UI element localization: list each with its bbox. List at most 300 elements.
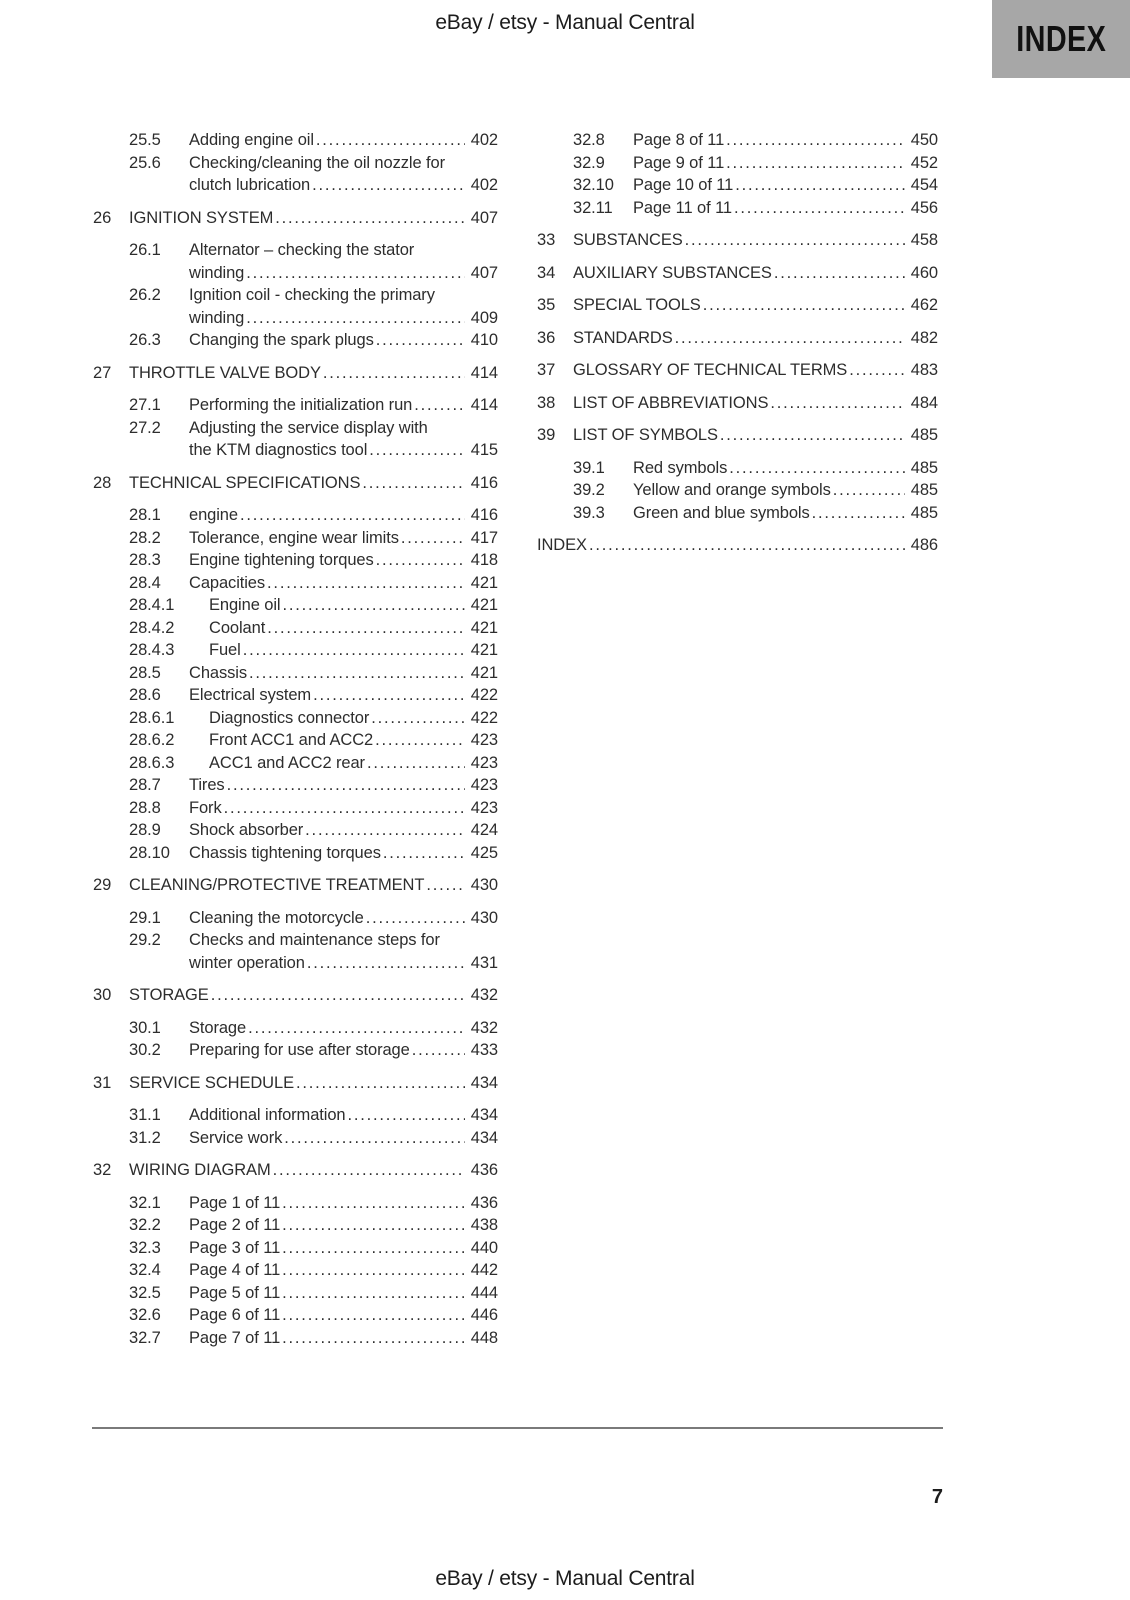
dot-leader	[267, 572, 465, 595]
entry-title: Page 1 of 11	[189, 1193, 281, 1212]
toc-entry-line	[537, 229, 938, 252]
entry-page: 431	[470, 953, 498, 972]
dot-leader	[833, 479, 905, 502]
dot-leader	[282, 1214, 465, 1237]
entry-title: AUXILIARY SUBSTANCES	[573, 263, 772, 282]
entry-title: STANDARDS	[573, 328, 673, 347]
dot-leader	[371, 707, 465, 730]
entry-page: 454	[910, 176, 938, 194]
entry-page: 486	[910, 536, 938, 554]
entry-page: 448	[470, 1328, 498, 1347]
index-tab-label: INDEX	[1015, 18, 1107, 59]
entry-number: 33	[537, 231, 556, 249]
toc-entry-line	[93, 662, 498, 685]
entry-number: 28.4	[129, 573, 161, 592]
entry-title: Engine oil	[209, 596, 281, 614]
dot-leader	[720, 424, 905, 447]
entry-title: Storage	[189, 1018, 247, 1037]
dot-leader	[240, 504, 465, 527]
entry-number: 27.1	[129, 396, 161, 414]
entry-title: Page 7 of 11	[189, 1328, 281, 1347]
toc-entry-line	[93, 394, 498, 417]
dot-leader	[313, 684, 465, 707]
entry-number: 28.1	[129, 506, 161, 524]
entry-page: 421	[470, 663, 498, 682]
entry-page: 432	[470, 986, 498, 1004]
entry-number: 28.6.2	[129, 731, 175, 749]
dot-leader	[243, 639, 465, 662]
toc-entry-line	[93, 1259, 498, 1282]
toc-entry-line	[93, 1017, 498, 1040]
entry-title: Page 5 of 11	[189, 1283, 281, 1302]
entry-title: winding	[189, 308, 245, 327]
entry-title: SUBSTANCES	[573, 231, 683, 249]
entry-title: IGNITION SYSTEM	[129, 208, 274, 227]
entry-page: 424	[470, 821, 498, 839]
dot-leader	[426, 874, 465, 897]
entry-page: 436	[470, 1161, 498, 1179]
entry-title: Checks and maintenance steps for	[189, 931, 440, 949]
entry-title: Tolerance, engine wear limits	[189, 528, 399, 547]
entry-number: 32.4	[129, 1261, 161, 1279]
entry-number: 32.7	[129, 1328, 161, 1347]
entry-number: 32.9	[573, 153, 605, 172]
entry-page: 425	[470, 843, 498, 862]
entry-title: INDEX	[537, 536, 587, 554]
entry-page: 434	[470, 1128, 498, 1147]
entry-number: 28.5	[129, 663, 161, 682]
entry-number: 28.3	[129, 551, 161, 569]
entry-title: Page 9 of 11	[633, 153, 725, 172]
entry-page: 416	[470, 473, 498, 492]
dot-leader	[726, 152, 905, 175]
entry-number: 35	[537, 296, 556, 314]
dot-leader	[812, 502, 905, 525]
entry-page: 440	[470, 1238, 498, 1257]
entry-page: 446	[470, 1306, 498, 1324]
entry-number: 32	[93, 1161, 112, 1179]
dot-leader	[282, 1192, 465, 1215]
toc-entry-line	[93, 594, 498, 617]
entry-number: 36	[537, 328, 556, 347]
toc-entry-line	[93, 929, 498, 952]
toc-entry-line	[93, 1127, 498, 1150]
dot-leader	[224, 797, 465, 820]
toc-entry-line	[93, 472, 498, 495]
dot-leader	[323, 362, 465, 385]
dot-leader	[267, 617, 465, 640]
entry-number: 28.2	[129, 528, 161, 547]
entry-title: Capacities	[189, 573, 266, 592]
toc-entry-line	[93, 362, 498, 385]
footer-title: eBay / etsy - Manual Central	[435, 1567, 695, 1590]
dot-leader	[282, 1237, 465, 1260]
entry-page: 430	[470, 908, 498, 927]
entry-title: GLOSSARY OF TECHNICAL TERMS	[573, 361, 848, 379]
entry-page: 434	[470, 1106, 498, 1124]
toc-entry-line	[537, 502, 938, 525]
toc-entry-line	[93, 262, 498, 285]
toc-entry-line	[537, 479, 938, 502]
dot-leader	[273, 1159, 465, 1182]
entry-number: 28.4.1	[129, 596, 175, 614]
toc-entry-line	[93, 129, 498, 152]
dot-leader	[412, 1039, 465, 1062]
toc-entry-line	[93, 329, 498, 352]
entry-title: WIRING DIAGRAM	[129, 1161, 271, 1179]
entry-number: 28.4.3	[129, 641, 175, 659]
dot-leader	[849, 359, 905, 382]
entry-page: 485	[910, 458, 938, 477]
dot-leader	[211, 984, 465, 1007]
entry-page: 450	[910, 131, 938, 149]
entry-number: 32.5	[129, 1283, 161, 1302]
toc-entry-line	[93, 527, 498, 550]
entry-title: winter operation	[189, 953, 305, 972]
dot-leader	[246, 262, 465, 285]
entry-number: 26.2	[129, 286, 161, 304]
entry-title: winding	[189, 263, 245, 282]
toc-entry-line	[93, 907, 498, 930]
dot-leader	[362, 472, 465, 495]
entry-title: Red symbols	[633, 458, 728, 477]
toc-entry-line	[537, 262, 938, 285]
toc-entry-line	[93, 549, 498, 572]
entry-number: 29.1	[129, 908, 161, 927]
entry-number: 29.2	[129, 931, 161, 949]
entry-number: 32.11	[573, 198, 613, 217]
entry-title: Shock absorber	[189, 821, 304, 839]
dot-leader	[703, 294, 905, 317]
entry-number: 32.8	[573, 131, 605, 149]
entry-title: ACC1 and ACC2 rear	[209, 753, 365, 772]
toc-entry-line	[93, 572, 498, 595]
toc-entry-line	[93, 207, 498, 230]
dot-leader	[305, 819, 465, 842]
toc-entry-line	[93, 774, 498, 797]
toc-entry-line	[93, 984, 498, 1007]
entry-number: 25.6	[129, 153, 161, 172]
entry-page: 422	[470, 708, 498, 727]
dot-leader	[366, 907, 465, 930]
dot-leader	[383, 842, 465, 865]
toc-entry-line	[93, 752, 498, 775]
toc-entry-line	[537, 327, 938, 350]
entry-number: 29	[93, 876, 112, 894]
entry-title: Checking/cleaning the oil nozzle for	[189, 153, 445, 172]
index-tab	[992, 0, 1130, 78]
toc-entry-line	[93, 1039, 498, 1062]
entry-number: 28.6.1	[129, 708, 175, 727]
entry-page: 418	[470, 551, 498, 569]
entry-title: THROTTLE VALVE BODY	[129, 363, 321, 382]
entry-number: 27.2	[129, 418, 161, 437]
toc-entry-line	[537, 457, 938, 480]
entry-number: 32.2	[129, 1216, 161, 1234]
entry-page: 442	[470, 1261, 498, 1279]
entry-number: 32.1	[129, 1193, 161, 1212]
toc-entry-line	[93, 952, 498, 975]
toc-entry-line	[93, 504, 498, 527]
entry-title: Service work	[189, 1128, 283, 1147]
entry-page: 444	[470, 1283, 498, 1302]
entry-page: 407	[470, 263, 498, 282]
entry-number: 28.6	[129, 686, 161, 704]
toc-entry-line	[537, 359, 938, 382]
entry-page: 482	[910, 328, 938, 347]
entry-number: 32.3	[129, 1238, 161, 1257]
entry-title: STORAGE	[129, 986, 209, 1004]
entry-number: 28.7	[129, 776, 161, 794]
dot-leader	[414, 394, 465, 417]
toc-entry-line	[93, 1192, 498, 1215]
dot-leader	[282, 1327, 465, 1350]
entry-number: 28	[93, 473, 112, 492]
entry-title: Engine tightening torques	[189, 551, 374, 569]
toc-entry-line	[93, 1159, 498, 1182]
entry-page: 407	[470, 208, 498, 227]
entry-page: 456	[910, 198, 938, 217]
entry-number: 28.6.3	[129, 753, 175, 772]
entry-page: 436	[470, 1193, 498, 1212]
dot-leader	[401, 527, 465, 550]
dot-leader	[296, 1072, 465, 1095]
entry-title: Diagnostics connector	[209, 708, 370, 727]
entry-title: Cleaning the motorcycle	[189, 908, 364, 927]
entry-page: 402	[470, 176, 498, 194]
entry-page: 452	[910, 153, 938, 172]
toc-entry-line	[93, 239, 498, 262]
entry-title: Ignition coil - checking the primary	[189, 286, 435, 304]
toc-entry-line	[537, 534, 938, 557]
toc-entry-line	[93, 417, 498, 440]
entry-number: 32.6	[129, 1306, 161, 1324]
entry-page: 433	[470, 1041, 498, 1059]
toc-entry-line	[93, 1237, 498, 1260]
toc-entry-line	[93, 152, 498, 175]
toc-column-left	[93, 129, 498, 1349]
dot-leader	[275, 207, 465, 230]
toc-entry-line	[93, 729, 498, 752]
entry-page: 423	[470, 776, 498, 794]
entry-number: 30.1	[129, 1018, 161, 1037]
toc-entry-line	[537, 424, 938, 447]
page-number: 7	[931, 1486, 943, 1508]
entry-number: 25.5	[129, 131, 161, 149]
dot-leader	[589, 534, 905, 557]
entry-title: Changing the spark plugs	[189, 331, 374, 349]
entry-title: Page 11 of 11	[633, 198, 733, 217]
entry-title: Adjusting the service display with	[189, 418, 428, 437]
entry-page: 421	[470, 596, 498, 614]
toc-entry-line	[93, 1104, 498, 1127]
entry-page: 402	[470, 131, 498, 149]
entry-number: 39.3	[573, 503, 605, 522]
entry-page: 423	[470, 731, 498, 749]
entry-title: Electrical system	[189, 686, 312, 704]
toc-column-right	[537, 129, 938, 567]
dot-leader	[685, 229, 905, 252]
toc-entry-line	[93, 1282, 498, 1305]
entry-number: 30.2	[129, 1041, 161, 1059]
entry-number: 34	[537, 263, 556, 282]
dot-leader	[376, 329, 465, 352]
toc-entry-line	[93, 874, 498, 897]
entry-number: 31.1	[129, 1106, 161, 1124]
entry-page: 458	[910, 231, 938, 249]
entry-title: Coolant	[209, 618, 266, 637]
toc-entry-line	[93, 639, 498, 662]
dot-leader	[282, 1259, 465, 1282]
entry-title: Preparing for use after storage	[189, 1041, 410, 1059]
entry-number: 28.9	[129, 821, 161, 839]
entry-page: 414	[470, 396, 498, 414]
entry-title: Page 6 of 11	[189, 1306, 281, 1324]
dot-leader	[248, 1017, 465, 1040]
entry-title: Page 4 of 11	[189, 1261, 281, 1279]
toc-entry-line	[537, 152, 938, 175]
entry-number: 28.4.2	[129, 618, 175, 637]
entry-number: 37	[537, 361, 556, 379]
entry-number: 38	[537, 393, 556, 412]
entry-title: Page 2 of 11	[189, 1216, 281, 1234]
entry-page: 434	[470, 1073, 498, 1092]
entry-title: Alternator – checking the stator	[189, 241, 415, 259]
toc-entry-line	[537, 129, 938, 152]
dot-leader	[249, 662, 465, 685]
entry-page: 462	[910, 296, 938, 314]
entry-title: Page 8 of 11	[633, 131, 725, 149]
entry-title: LIST OF SYMBOLS	[573, 426, 718, 444]
dot-leader	[316, 129, 465, 152]
dot-leader	[282, 1304, 465, 1327]
toc-entry-line	[93, 797, 498, 820]
toc-entry-line	[93, 617, 498, 640]
entry-page: 422	[470, 686, 498, 704]
entry-page: 417	[470, 528, 498, 547]
dot-leader	[774, 262, 905, 285]
toc-entry-line	[93, 307, 498, 330]
toc-entry-line	[93, 842, 498, 865]
entry-title: Yellow and orange symbols	[633, 481, 831, 499]
entry-number: 31.2	[129, 1128, 161, 1147]
entry-number: 28.10	[129, 843, 170, 862]
entry-number: 26	[93, 208, 112, 227]
entry-number: 26.3	[129, 331, 161, 349]
entry-page: 410	[470, 331, 498, 349]
entry-title: Additional information	[189, 1106, 346, 1124]
dot-leader	[246, 307, 465, 330]
entry-page: 421	[470, 573, 498, 592]
entry-title: Chassis tightening torques	[189, 843, 381, 862]
dot-leader	[307, 952, 465, 975]
dot-leader	[312, 174, 465, 197]
toc-entry-line	[93, 1214, 498, 1237]
toc-entry-line	[93, 439, 498, 462]
dot-leader	[675, 327, 905, 350]
entry-page: 432	[470, 1018, 498, 1037]
entry-page: 438	[470, 1216, 498, 1234]
entry-number: 30	[93, 986, 112, 1004]
entry-number: 26.1	[129, 241, 161, 259]
entry-title: Tires	[189, 776, 225, 794]
entry-title: Page 10 of 11	[633, 176, 734, 194]
dot-leader	[282, 594, 465, 617]
header-title: eBay / etsy - Manual Central	[435, 11, 695, 34]
toc-entry-line	[93, 819, 498, 842]
entry-title: LIST OF ABBREVIATIONS	[573, 393, 769, 412]
entry-title: Green and blue symbols	[633, 503, 810, 522]
entry-page: 416	[470, 506, 498, 524]
entry-number: 32.10	[573, 176, 614, 194]
entry-page: 414	[470, 363, 498, 382]
entry-title: CLEANING/PROTECTIVE TREATMENT	[129, 876, 425, 894]
entry-page: 485	[910, 426, 938, 444]
dot-leader	[729, 457, 905, 480]
entry-number: 39.1	[573, 458, 605, 477]
dot-leader	[375, 729, 465, 752]
entry-page: 485	[910, 481, 938, 499]
entry-title: Chassis	[189, 663, 247, 682]
entry-page: 485	[910, 503, 938, 522]
entry-title: SPECIAL TOOLS	[573, 296, 701, 314]
entry-page: 421	[470, 641, 498, 659]
entry-page: 409	[470, 308, 498, 327]
toc-entry-line	[93, 284, 498, 307]
entry-page: 421	[470, 618, 498, 637]
toc-entry-line	[93, 684, 498, 707]
entry-title: Adding engine oil	[189, 131, 314, 149]
toc-entry-line	[93, 1327, 498, 1350]
dot-leader	[284, 1127, 465, 1150]
entry-page: 460	[910, 263, 938, 282]
entry-number: 39.2	[573, 481, 605, 499]
entry-title: TECHNICAL SPECIFICATIONS	[129, 473, 361, 492]
entry-page: 430	[470, 876, 498, 894]
toc-entry-line	[537, 197, 938, 220]
entry-title: Performing the initialization run	[189, 396, 413, 414]
dot-leader	[367, 752, 465, 775]
dot-leader	[376, 549, 465, 572]
entry-number: 31	[93, 1073, 112, 1092]
footer-rule	[92, 1427, 943, 1429]
entry-number: 27	[93, 363, 112, 382]
entry-title: Page 3 of 11	[189, 1238, 281, 1257]
entry-title: clutch lubrication	[189, 176, 311, 194]
toc-entry-line	[93, 1304, 498, 1327]
entry-number: 28.8	[129, 798, 161, 817]
dot-leader	[726, 129, 905, 152]
entry-title: the KTM diagnostics tool	[189, 441, 368, 459]
dot-leader	[770, 392, 905, 415]
dot-leader	[734, 197, 905, 220]
toc-entry-line	[537, 294, 938, 317]
dot-leader	[735, 174, 905, 197]
dot-leader	[282, 1282, 465, 1305]
entry-title: Fuel	[209, 641, 241, 659]
toc-entry-line	[537, 174, 938, 197]
entry-number: 39	[537, 426, 556, 444]
entry-title: SERVICE SCHEDULE	[129, 1073, 294, 1092]
entry-page: 484	[910, 393, 938, 412]
entry-page: 423	[470, 798, 498, 817]
toc-entry-line	[93, 707, 498, 730]
dot-leader	[369, 439, 465, 462]
entry-title: Fork	[189, 798, 222, 817]
entry-page: 483	[910, 361, 938, 379]
dot-leader	[227, 774, 465, 797]
entry-page: 423	[470, 753, 498, 772]
